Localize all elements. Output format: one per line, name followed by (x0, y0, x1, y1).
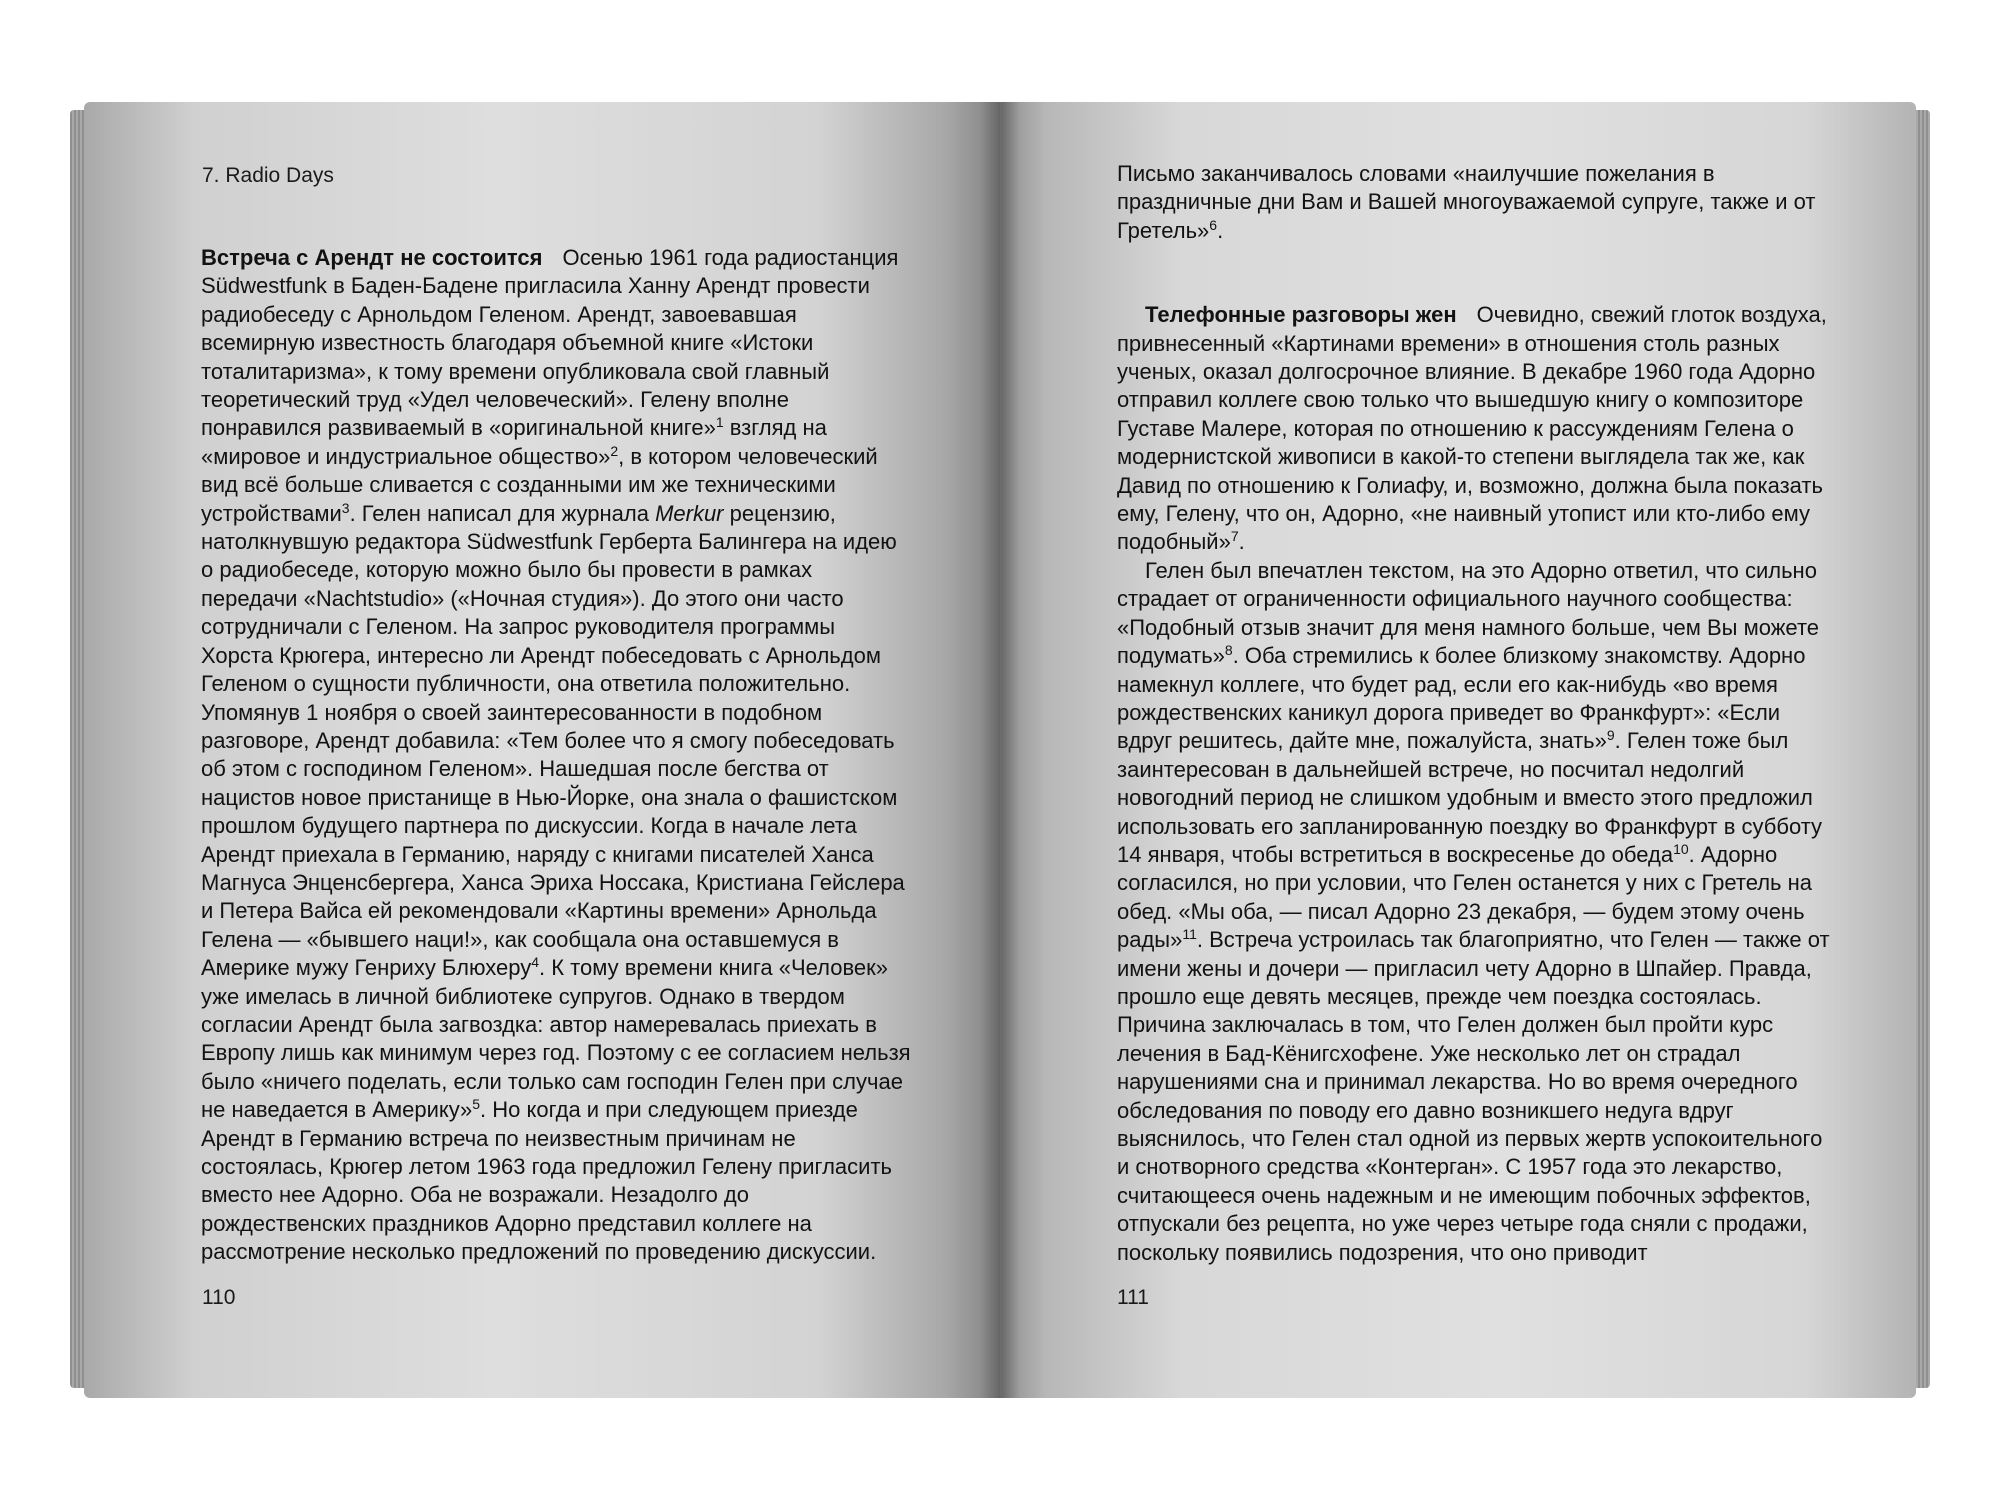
footnote-ref: 10 (1673, 840, 1689, 857)
section-heading: Встреча с Арендт не состоится (201, 245, 543, 270)
footnote-ref: 5 (472, 1096, 481, 1113)
book-gutter (980, 102, 1020, 1398)
footnote-ref: 7 (1230, 528, 1239, 545)
open-book (70, 102, 1930, 1398)
footnote-ref: 3 (341, 499, 350, 516)
footnote-ref: 6 (1209, 216, 1218, 233)
section-heading: Телефонные разговоры жен (1145, 302, 1457, 328)
left-page-text (201, 244, 911, 1267)
page-number: 110 (202, 1286, 236, 1309)
footnote-ref: 4 (531, 954, 539, 971)
paragraph: Встреча с Арендт не состоится Осенью 1961 года радиостанция Südwestfunk в Баден-Бадене пригласила Ханну Арендт провести радиобеседу с Арнольдом Геленом. Арендт, завоевавшая всемирную известность благодаря объемной книге «Истоки тоталитаризма», к тому времени опубликовала свой главный теоретический труд «Удел человеческий». Гелену вполне понравился развиваемый в «оригинальной книге»$^1$ взгляд на «мировое и индустриальное общество»$^2$, в котором человеческий вид всё больше сливается с созданными им же техническими устройствами$^3$. Гелен написал для журнала Merkur рецензию, натолкнувшую редактора Südwestfunk Герберта Балингера на идею о радиобеседе, которую можно было бы провести в рамках передачи «Nachtstudio» («Ночная студия»). До этого они часто сотрудничали с Геленом. На запрос руководителя программы Хорста Крюгера, интересно ли Арендт побеседовать с Арнольдом Геленом о сущности публичности, она ответила положительно. Упомянув 1 ноября о своей заинтересованности в подобном разговоре, Арендт добавила: «Тем более что я смогу побеседовать об этом с господином Геленом». Нашедшая после бегства от нацистов новое пристанище в Нью-Йорке, она знала о фашистском прошлом будущего партнера по дискуссии. Когда в начале лета Арендт приехала в Германию, наряду с книгами писателей Ханса Магнуса Энценсбергера, Ханса Эриха Носсака, Кристиана Гейслера и Петера Вайса ей рекомендовали «Картины времени» Арнольда Гелена — «бывшего наци!», как сообщала она оставшемуся в Америке мужу Генриху Блюхеру$^4$. К тому времени книга «Человек» уже имелась в личной библиотеке супругов. Однако в твердом согласии Арендт была загвоздка: автор намеревалась приехать в Европу лишь как минимум через год. Поэтому с ее согласием нельзя было «ничего поделать, если только сам господин Гелен при случае не наведается в Америку»$^5$. Но когда и при следующем приезде Арендт в Германию встреча по неизвестным причинам не состоялась, Крюгер летом 1963 года предложил Гелену пригласить вместо нее Адорно. Оба не возражали. Незадолго до рождественских праздников Адорно представил коллеге на рассмотрение несколько предложений по проведению дискуссии. (201, 245, 911, 1265)
paragraph: Гелен был впечатлен текстом, на это Адорно ответил, что сильно страдает от ограниченности официального научного сообщества: «Подобный отзыв значит для меня намного больше, чем Вы можете подумать»$^8$. Оба стремились к более близкому знакомству. Адорно намекнул коллеге, что будет рад, если его как-нибудь «во время рождественских каникул дорога приведет во Франкфурт»: «Если вдруг решитесь, дайте мне, пожалуйста, знать»$^9$. Гелен тоже был заинтересован в дальнейшей встрече, но посчитал недолгий новогодний период не слишком удобным и вместо этого предложил использовать его запланированную поездку во Франкфурт в субботу 14 января, чтобы встретиться в воскресенье до обеда$^{10}$. Адорно согласился, но при условии, что Гелен останется у них с Гретель на обед. «Мы оба, — писал Адорно 23 декабря, — будем этому очень рады»$^{11}$. Встреча устроилась так благоприятно, что Гелен — также от имени жены и дочери — пригласил чету Адорно в Шпайер. Правда, прошло еще девять месяцев, прежде чем поездка состоялась. Причина заключалась в том, что Гелен должен был пройти курс лечения в Бад-Кёнигсхофене. Уже несколько лет он страдал нарушениями сна и принимал лекарства. Но во время очередного обследования по поводу его давно возникшего недуга вдруг выяснилось, что Гелен стал одной из первых жертв успокоительного и снотворного средства «Контерган». С 1957 года это лекарство, считающееся очень надежным и не имеющим побочных эффектов, отпускали без рецепта, но уже через четыре года сняли с продажи, поскольку появились подозрения, что оно приводит (1117, 557, 1830, 1265)
footnote-ref: 8 (1224, 642, 1233, 659)
right-page-text (1117, 160, 1837, 1267)
footnote-ref: 2 (610, 442, 619, 459)
journal-title: Merkur (655, 500, 724, 526)
footnote-ref: 11 (1182, 926, 1197, 943)
right-page (1000, 102, 1916, 1398)
paragraph: Письмо заканчивалось словами «наилучшие пожелания в праздничные дни Вам и Вашей многоуважаемой супруге, также и от Гретель»$^6$. (1117, 161, 1816, 243)
footnote-ref: 9 (1606, 727, 1615, 744)
footnote-ref: 1 (715, 414, 724, 431)
running-head: 7. Radio Days (202, 164, 334, 187)
page-number: 111 (1117, 1286, 1149, 1309)
left-page (84, 102, 1002, 1398)
paragraph: Телефонные разговоры жен Очевидно, свежий глоток воздуха, привнесенный «Картинами времени» в отношения столь разных ученых, оказал долгосрочное влияние. В декабре 1960 года Адорно отправил коллеге свою только что вышедшую книгу о композиторе Густаве Малере, которая по отношению к рассуждениям Гелена о модернистской живописи в какой-то степени выглядела так же, как Давид по отношению к Голиафу, и, возможно, должна была показать ему, Гелену, что он, Адорно, «не наивный утопист или кто-либо ему подобный»$^7$. (1117, 302, 1827, 555)
